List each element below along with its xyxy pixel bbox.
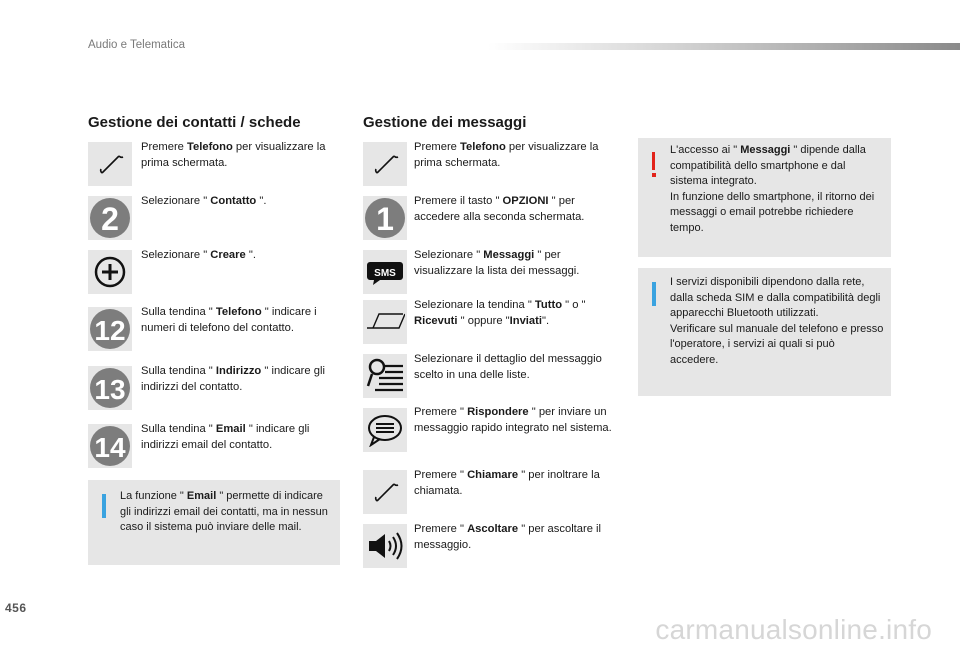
info-marker-icon — [102, 494, 106, 518]
page-number: 456 — [5, 601, 27, 615]
left-step-2-text: Selezionare " Contatto ". — [141, 195, 267, 207]
section-label: Audio e Telematica — [88, 39, 185, 51]
left-step-6-text: Sulla tendina " Email " indicare gli indirizzi email del contatto. — [141, 423, 310, 451]
watermark: carmanualsonline.info — [655, 614, 932, 645]
email-info-note-text: La funzione " Email " permette di indicare gli indirizzi email dei contatti, ma in nessun caso il sistema può inviare delle mail. — [120, 490, 328, 533]
mid-step-1-text: Premere Telefono per visualizzare la prima schermata. — [414, 141, 599, 169]
left-step-1-text: Premere Telefono per visualizzare la prima schermata. — [141, 141, 326, 169]
services-info-text: I servizi disponibili dipendono dalla rete, dalla scheda SIM e dalla compatibilità degli apparecchi Bluetooth utilizzati. Verificare sul manuale del telefono e presso l'operatore, i servizi ai quali si può accedere. — [670, 276, 884, 366]
number-badge-2 — [88, 196, 132, 240]
messages-warning-note — [638, 138, 891, 257]
contacts-title: Gestione dei contatti / schede — [88, 114, 301, 131]
left-step-5-text: Sulla tendina " Indirizzo " indicare gli indirizzi del contatto. — [141, 365, 325, 393]
number-badge-13 — [88, 366, 132, 410]
mid-step-2-text: Premere il tasto " OPZIONI " per accedere alla seconda schermata. — [414, 195, 585, 223]
message-detail-icon — [363, 354, 407, 398]
mid-step-6-text: Premere " Rispondere " per inviare un messaggio rapido integrato nel sistema. — [414, 406, 612, 434]
info-marker-icon — [652, 282, 656, 306]
speaker-icon — [363, 524, 407, 568]
badge-12-label: 12 — [94, 315, 126, 346]
number-badge-14 — [88, 424, 132, 468]
badge-14-label: 14 — [94, 432, 126, 463]
messages-title: Gestione dei messaggi — [363, 114, 527, 131]
speech-bubble-icon — [363, 408, 407, 452]
left-step-3-text: Selezionare " Creare ". — [141, 249, 256, 261]
mid-step-3-text: Selezionare " Messaggi " per visualizzare la lista dei messaggi. — [414, 249, 580, 277]
svg-text:SMS: SMS — [374, 268, 396, 279]
badge-13-label: 13 — [94, 374, 126, 405]
sms-icon — [363, 250, 407, 294]
mid-step-4-text: Selezionare la tendina " Tutto " o " Ricevuti " oppure "Inviati". — [414, 299, 586, 327]
mid-step-8-text: Premere " Ascoltare " per ascoltare il messaggio. — [414, 523, 602, 551]
tab-icon — [363, 300, 407, 344]
add-circle-icon — [88, 250, 132, 294]
messages-warning-text: L'accesso ai " Messaggi " dipende dalla compatibilità dello smartphone e dal sistema integrato. In funzione dello smartphone, il ritorno dei messaggi o email potrebbe richiedere tempo. — [670, 144, 875, 234]
header-gradient-bar — [488, 43, 960, 50]
number-badge-1 — [363, 196, 407, 240]
number-badge-12 — [88, 307, 132, 351]
warning-marker-icon — [652, 152, 655, 170]
mid-step-5-text: Selezionare il dettaglio del messaggio scelto in una delle liste. — [414, 353, 602, 381]
badge-2-label: 2 — [101, 201, 119, 237]
badge-1-label: 1 — [376, 201, 394, 237]
phone-handset-icon — [363, 470, 407, 514]
phone-handset-icon — [363, 142, 407, 186]
phone-handset-icon — [88, 142, 132, 186]
services-info-note — [638, 268, 891, 396]
mid-step-7-text: Premere " Chiamare " per inoltrare la chiamata. — [414, 469, 600, 497]
left-step-4-text: Sulla tendina " Telefono " indicare i numeri di telefono del contatto. — [141, 306, 317, 334]
email-info-note — [88, 480, 340, 565]
